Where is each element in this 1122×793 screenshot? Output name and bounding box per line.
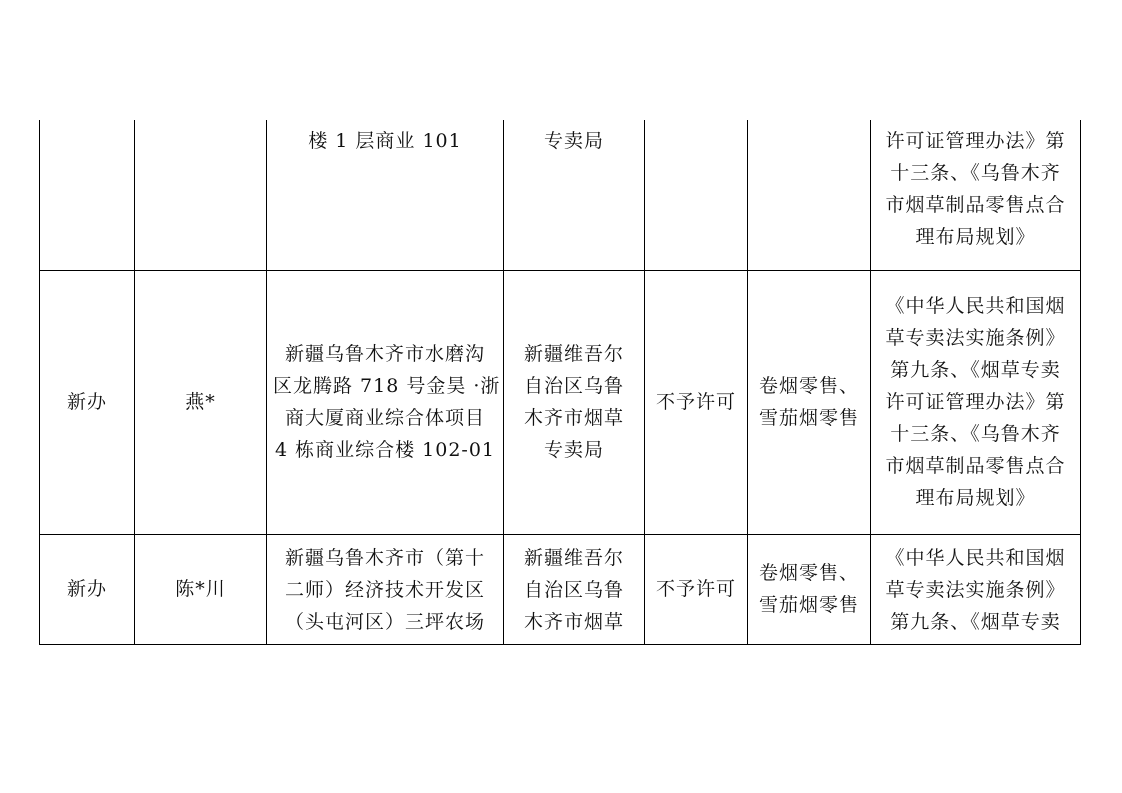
basis-line: 许可证管理办法》第 xyxy=(885,391,1066,413)
scope-line: 卷烟零售、 xyxy=(758,561,859,584)
business-scope-cell xyxy=(748,120,871,270)
business-address-cell xyxy=(267,120,504,270)
authority-line: 新疆维吾尔 xyxy=(523,343,624,365)
table-row xyxy=(40,120,1081,270)
business-scope-cell xyxy=(748,270,871,534)
issuing-authority-cell xyxy=(504,120,645,270)
basis-line: 理布局规划》 xyxy=(915,487,1036,509)
business-address-cell xyxy=(267,270,504,534)
basis-line: 《中华人民共和国烟 xyxy=(885,546,1066,569)
license-decision-table xyxy=(39,120,1081,645)
application-type-cell xyxy=(40,120,135,270)
address-line: 楼 1 层商业 101 xyxy=(308,130,462,152)
table-row xyxy=(40,534,1081,644)
issuing-authority-cell xyxy=(504,270,645,534)
basis-line: 十三条、《乌鲁木齐 xyxy=(890,423,1061,445)
business-scope-cell xyxy=(748,534,871,644)
basis-line: 《中华人民共和国烟 xyxy=(885,295,1066,317)
application-type-cell: 新办 xyxy=(40,534,135,644)
issuing-authority-cell xyxy=(504,534,645,644)
address-line: 4 栋商业综合楼 102-01 xyxy=(274,439,496,461)
legal-basis-cell xyxy=(871,534,1081,644)
legal-basis-cell xyxy=(871,270,1081,534)
scope-line: 卷烟零售、 xyxy=(758,375,859,397)
basis-line: 市烟草制品零售点合 xyxy=(885,194,1066,216)
decision-cell: 不予许可 xyxy=(645,270,748,534)
authority-line: 木齐市烟草 xyxy=(523,610,624,633)
basis-line: 许可证管理办法》第 xyxy=(885,130,1066,152)
basis-line: 第九条、《烟草专卖 xyxy=(890,610,1061,633)
legal-basis-cell xyxy=(871,120,1081,270)
applicant-name-cell: 燕* xyxy=(135,270,267,534)
applicant-name-cell: 陈*川 xyxy=(135,534,267,644)
address-line: （头屯河区）三坪农场 xyxy=(284,610,485,633)
business-address-cell xyxy=(267,534,504,644)
scope-line: 雪茄烟零售 xyxy=(758,407,859,429)
table-row xyxy=(40,270,1081,534)
address-line: 二师）经济技术开发区 xyxy=(284,578,485,601)
authority-line: 专卖局 xyxy=(543,439,604,461)
basis-line: 理布局规划》 xyxy=(915,226,1036,248)
decision-cell xyxy=(645,120,748,270)
address-line: 商大厦商业综合体项目 xyxy=(284,407,485,429)
decision-cell: 不予许可 xyxy=(645,534,748,644)
applicant-name-cell xyxy=(135,120,267,270)
basis-line: 第九条、《烟草专卖 xyxy=(890,359,1061,381)
basis-line: 市烟草制品零售点合 xyxy=(885,455,1066,477)
application-type-cell: 新办 xyxy=(40,270,135,534)
authority-line: 新疆维吾尔 xyxy=(523,546,624,569)
authority-line: 木齐市烟草 xyxy=(523,407,624,429)
scope-line: 雪茄烟零售 xyxy=(758,593,859,616)
address-line: 新疆乌鲁木齐市水磨沟 xyxy=(284,343,485,365)
basis-line: 草专卖法实施条例》 xyxy=(885,327,1066,349)
basis-line: 十三条、《乌鲁木齐 xyxy=(890,162,1061,184)
authority-line: 专卖局 xyxy=(543,130,604,152)
authority-line: 自治区乌鲁 xyxy=(523,375,624,397)
address-line: 区龙腾路 718 号金昊 ·浙 xyxy=(273,375,501,397)
basis-line: 草专卖法实施条例》 xyxy=(885,578,1066,601)
authority-line: 自治区乌鲁 xyxy=(523,578,624,601)
address-line: 新疆乌鲁木齐市（第十 xyxy=(284,546,485,569)
